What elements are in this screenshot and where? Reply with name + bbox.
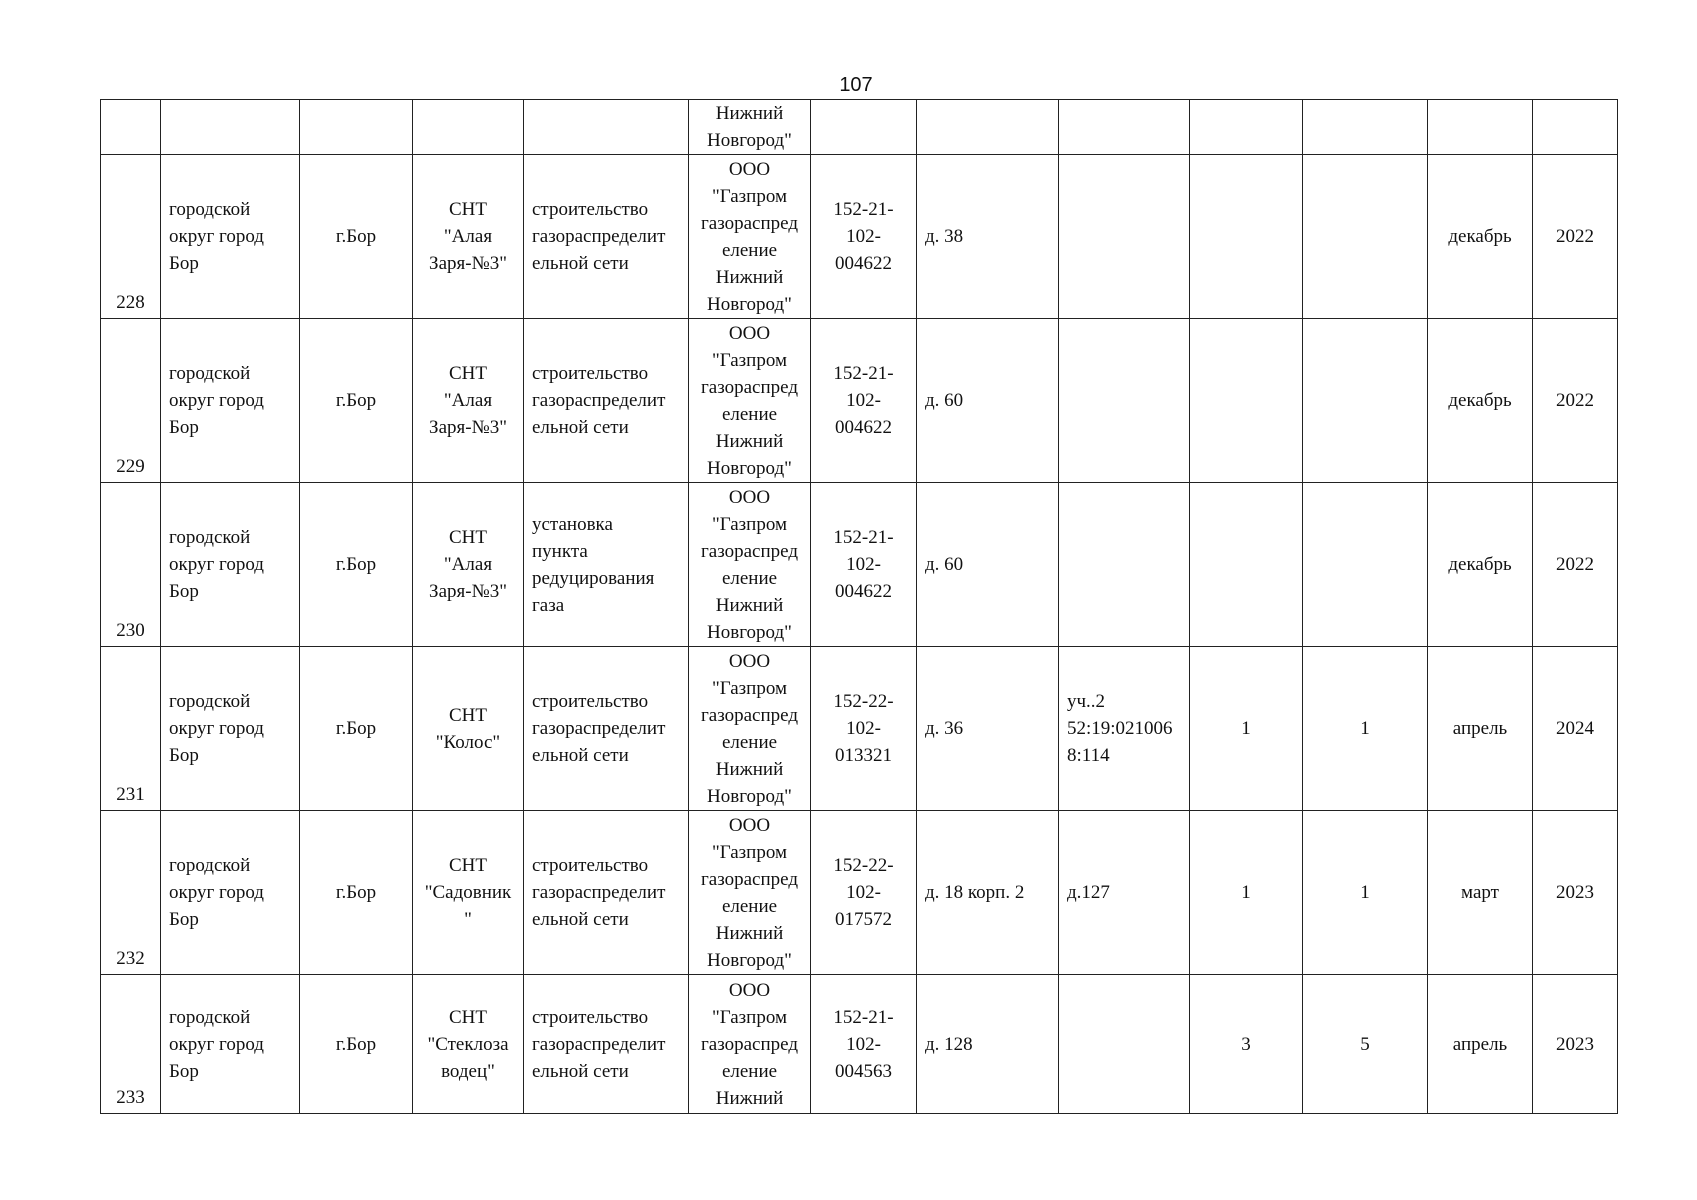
cell-district: городской округ город Бор (161, 319, 300, 483)
continuation-row (101, 100, 1618, 155)
cell-contract: 152-22- 102- 013321 (811, 647, 917, 811)
cell-year: 2022 (1533, 155, 1618, 319)
cell-year: 2023 (1533, 975, 1618, 1114)
cell-qty-2 (1303, 483, 1428, 647)
cell-contract: 152-21- 102- 004622 (811, 483, 917, 647)
cell-year: 2022 (1533, 319, 1618, 483)
cell-org: ООО "Газпром газораспред еление Нижний Новгород" (689, 483, 811, 647)
cell-qty-2 (1303, 155, 1428, 319)
cell-number: 232 (101, 811, 161, 975)
cell-empty (1428, 100, 1533, 155)
cell-number: 231 (101, 647, 161, 811)
cell-district: городской округ город Бор (161, 155, 300, 319)
cell-month: декабрь (1428, 483, 1533, 647)
cell-contract: 152-21- 102- 004622 (811, 155, 917, 319)
table-row (101, 811, 1618, 975)
cell-month: декабрь (1428, 155, 1533, 319)
cell-month: апрель (1428, 647, 1533, 811)
cell-qty-2: 1 (1303, 811, 1428, 975)
cell-number: 229 (101, 319, 161, 483)
cell-empty (1533, 100, 1618, 155)
cell-number: 228 (101, 155, 161, 319)
cell-org: ООО "Газпром газораспред еление Нижний Новгород" (689, 155, 811, 319)
cell-empty (161, 100, 300, 155)
cell-number: 230 (101, 483, 161, 647)
cell-org: ООО "Газпром газораспред еление Нижний Новгород" (689, 319, 811, 483)
cell-month: март (1428, 811, 1533, 975)
cell-house: д. 38 (917, 155, 1059, 319)
cell-district: городской округ город Бор (161, 647, 300, 811)
cell-snt: СНТ "Алая Заря-№3" (413, 483, 524, 647)
cell-empty (413, 100, 524, 155)
cell-empty (1190, 100, 1303, 155)
cell-work-type: строительство газораспределит ельной сети (524, 319, 689, 483)
cell-city: г.Бор (300, 647, 413, 811)
cell-qty-2: 1 (1303, 647, 1428, 811)
cell-qty-1 (1190, 155, 1303, 319)
cell-org: ООО "Газпром газораспред еление Нижний Новгород" (689, 647, 811, 811)
cell-work-type: установка пункта редуцирования газа (524, 483, 689, 647)
cell-qty-1 (1190, 483, 1303, 647)
cell-house: д. 128 (917, 975, 1059, 1114)
cell-org: ООО "Газпром газораспред еление Нижний (689, 975, 811, 1114)
table-row (101, 155, 1618, 319)
cell-contract: 152-22- 102- 017572 (811, 811, 917, 975)
cell-house: д. 36 (917, 647, 1059, 811)
cell-org: ООО "Газпром газораспред еление Нижний Новгород" (689, 811, 811, 975)
cell-qty-1: 1 (1190, 647, 1303, 811)
table-row (101, 975, 1618, 1114)
cell-plot: уч..2 52:19:021006 8:114 (1059, 647, 1190, 811)
cell-city: г.Бор (300, 155, 413, 319)
cell-empty (1059, 100, 1190, 155)
cell-qty-2: 5 (1303, 975, 1428, 1114)
page-number: 107 (839, 74, 873, 96)
cell-city: г.Бор (300, 975, 413, 1114)
cell-empty (300, 100, 413, 155)
cell-qty-1: 1 (1190, 811, 1303, 975)
cell-work-type: строительство газораспределит ельной сети (524, 155, 689, 319)
cell-year: 2023 (1533, 811, 1618, 975)
table-row (101, 319, 1618, 483)
cell-org: Нижний Новгород" (689, 100, 811, 155)
cell-contract: 152-21- 102- 004563 (811, 975, 917, 1114)
cell-house: д. 60 (917, 319, 1059, 483)
gasification-table (100, 99, 1618, 1114)
cell-qty-1 (1190, 319, 1303, 483)
cell-snt: СНТ "Стеклоза водец" (413, 975, 524, 1114)
cell-qty-2 (1303, 319, 1428, 483)
cell-qty-1: 3 (1190, 975, 1303, 1114)
cell-city: г.Бор (300, 483, 413, 647)
cell-year: 2024 (1533, 647, 1618, 811)
cell-year: 2022 (1533, 483, 1618, 647)
table-row (101, 483, 1618, 647)
cell-work-type: строительство газораспределит ельной сети (524, 647, 689, 811)
cell-district: городской округ город Бор (161, 811, 300, 975)
cell-number: 233 (101, 975, 161, 1114)
cell-district: городской округ город Бор (161, 483, 300, 647)
cell-empty (1303, 100, 1428, 155)
cell-plot: д.127 (1059, 811, 1190, 975)
cell-contract: 152-21- 102- 004622 (811, 319, 917, 483)
cell-empty (524, 100, 689, 155)
cell-snt: СНТ "Садовник " (413, 811, 524, 975)
cell-house: д. 60 (917, 483, 1059, 647)
cell-plot (1059, 155, 1190, 319)
cell-work-type: строительство газораспределит ельной сети (524, 811, 689, 975)
cell-month: апрель (1428, 975, 1533, 1114)
cell-plot (1059, 483, 1190, 647)
cell-snt: СНТ "Алая Заря-№3" (413, 155, 524, 319)
cell-house: д. 18 корп. 2 (917, 811, 1059, 975)
cell-snt: СНТ "Алая Заря-№3" (413, 319, 524, 483)
table-row (101, 647, 1618, 811)
cell-empty (917, 100, 1059, 155)
cell-city: г.Бор (300, 811, 413, 975)
cell-district: городской округ город Бор (161, 975, 300, 1114)
cell-month: декабрь (1428, 319, 1533, 483)
cell-city: г.Бор (300, 319, 413, 483)
cell-work-type: строительство газораспределит ельной сети (524, 975, 689, 1114)
cell-plot (1059, 319, 1190, 483)
cell-plot (1059, 975, 1190, 1114)
cell-empty (101, 100, 161, 155)
cell-snt: СНТ "Колос" (413, 647, 524, 811)
cell-empty (811, 100, 917, 155)
